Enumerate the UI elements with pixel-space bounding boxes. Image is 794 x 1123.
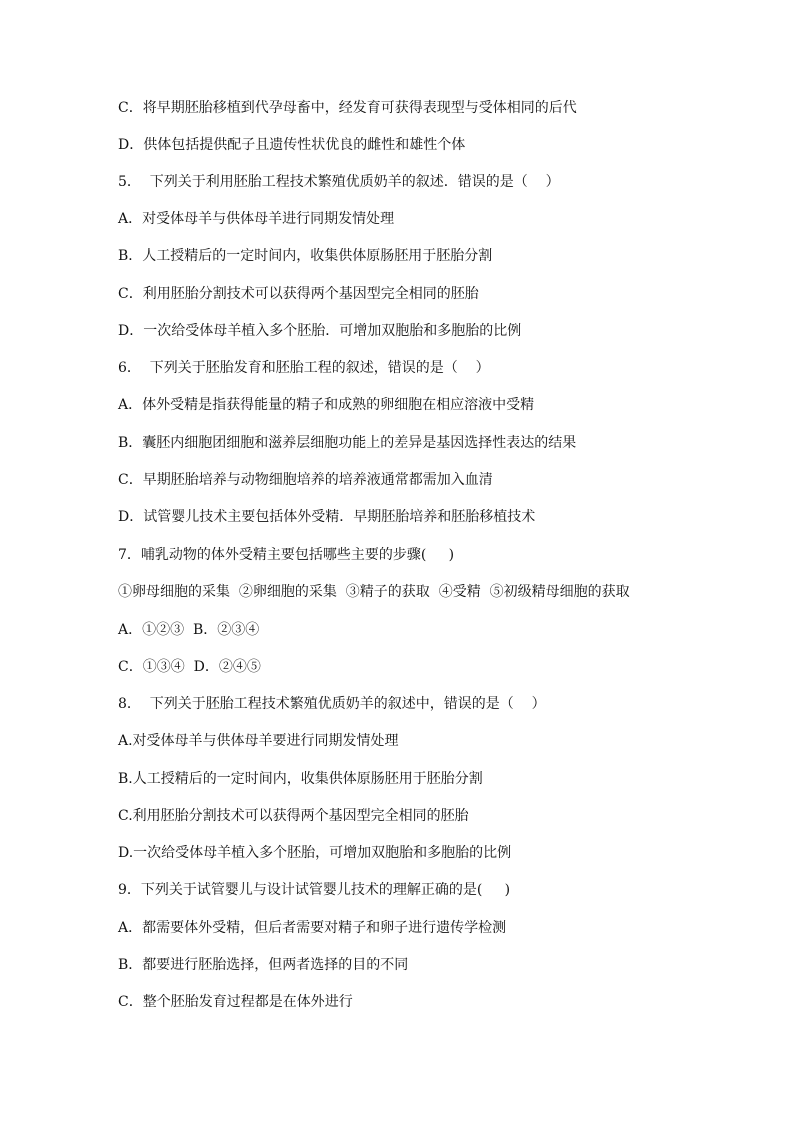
option-9b: B．都要进行胚胎选择，但两者选择的目的不同 [118, 957, 409, 973]
option-5d: D．一次给受体母羊植入多个胚胎．可增加双胞胎和多胞胎的比例 [118, 323, 522, 339]
question-6: 6． 下列关于胚胎发育和胚胎工程的叙述，错误的是（ ） [118, 360, 490, 376]
option-6a: A．体外受精是指获得能量的精子和成熟的卵细胞在相应溶液中受精 [118, 397, 535, 413]
option-7cd: C．①③④ D．②④⑤ [118, 659, 261, 675]
option-8d: D.一次给受体母羊植入多个胚胎，可增加双胞胎和多胞胎的比例 [118, 845, 512, 861]
option-5a: A．对受体母羊与供体母羊进行同期发情处理 [118, 211, 395, 227]
option-4d: D．供体包括提供配子且遗传性状优良的雌性和雄性个体 [118, 137, 466, 153]
option-8b: B.人工授精后的一定时间内，收集供体原肠胚用于胚胎分割 [118, 771, 483, 787]
question-8: 8． 下列关于胚胎工程技术繁殖优质奶羊的叙述中，错误的是（ ） [118, 696, 546, 712]
option-7ab: A．①②③ B．②③④ [118, 622, 260, 638]
question-7-steps: ①卵母细胞的采集 ②卵细胞的采集 ③精子的获取 ④受精 ⑤初级精母细胞的获取 [118, 584, 630, 600]
option-5c: C．利用胚胎分割技术可以获得两个基因型完全相同的胚胎 [118, 286, 479, 302]
option-6c: C．早期胚胎培养与动物细胞培养的培养液通常都需加入血清 [118, 472, 493, 488]
option-4c: C．将早期胚胎移植到代孕母畜中，经发育可获得表现型与受体相同的后代 [118, 100, 577, 116]
option-6b: B．囊胚内细胞团细胞和滋养层细胞功能上的差异是基因选择性表达的结果 [118, 435, 577, 451]
option-9c: C．整个胚胎发育过程都是在体外进行 [118, 994, 353, 1010]
question-9: 9．下列关于试管婴儿与设计试管婴儿技术的理解正确的是( ) [118, 882, 511, 898]
question-7: 7．哺乳动物的体外受精主要包括哪些主要的步骤( ) [118, 547, 455, 563]
question-5: 5． 下列关于利用胚胎工程技术繁殖优质奶羊的叙述．错误的是（ ） [118, 174, 560, 190]
option-9a: A．都需要体外受精，但后者需要对精子和卵子进行遗传学检测 [118, 920, 507, 936]
option-5b: B．人工授精后的一定时间内，收集供体原肠胚用于胚胎分割 [118, 248, 493, 264]
option-6d: D．试管婴儿技术主要包括体外受精．早期胚胎培养和胚胎移植技术 [118, 509, 536, 525]
option-8a: A.对受体母羊与供体母羊要进行同期发情处理 [118, 733, 399, 749]
option-8c: C.利用胚胎分割技术可以获得两个基因型完全相同的胚胎 [118, 808, 469, 824]
